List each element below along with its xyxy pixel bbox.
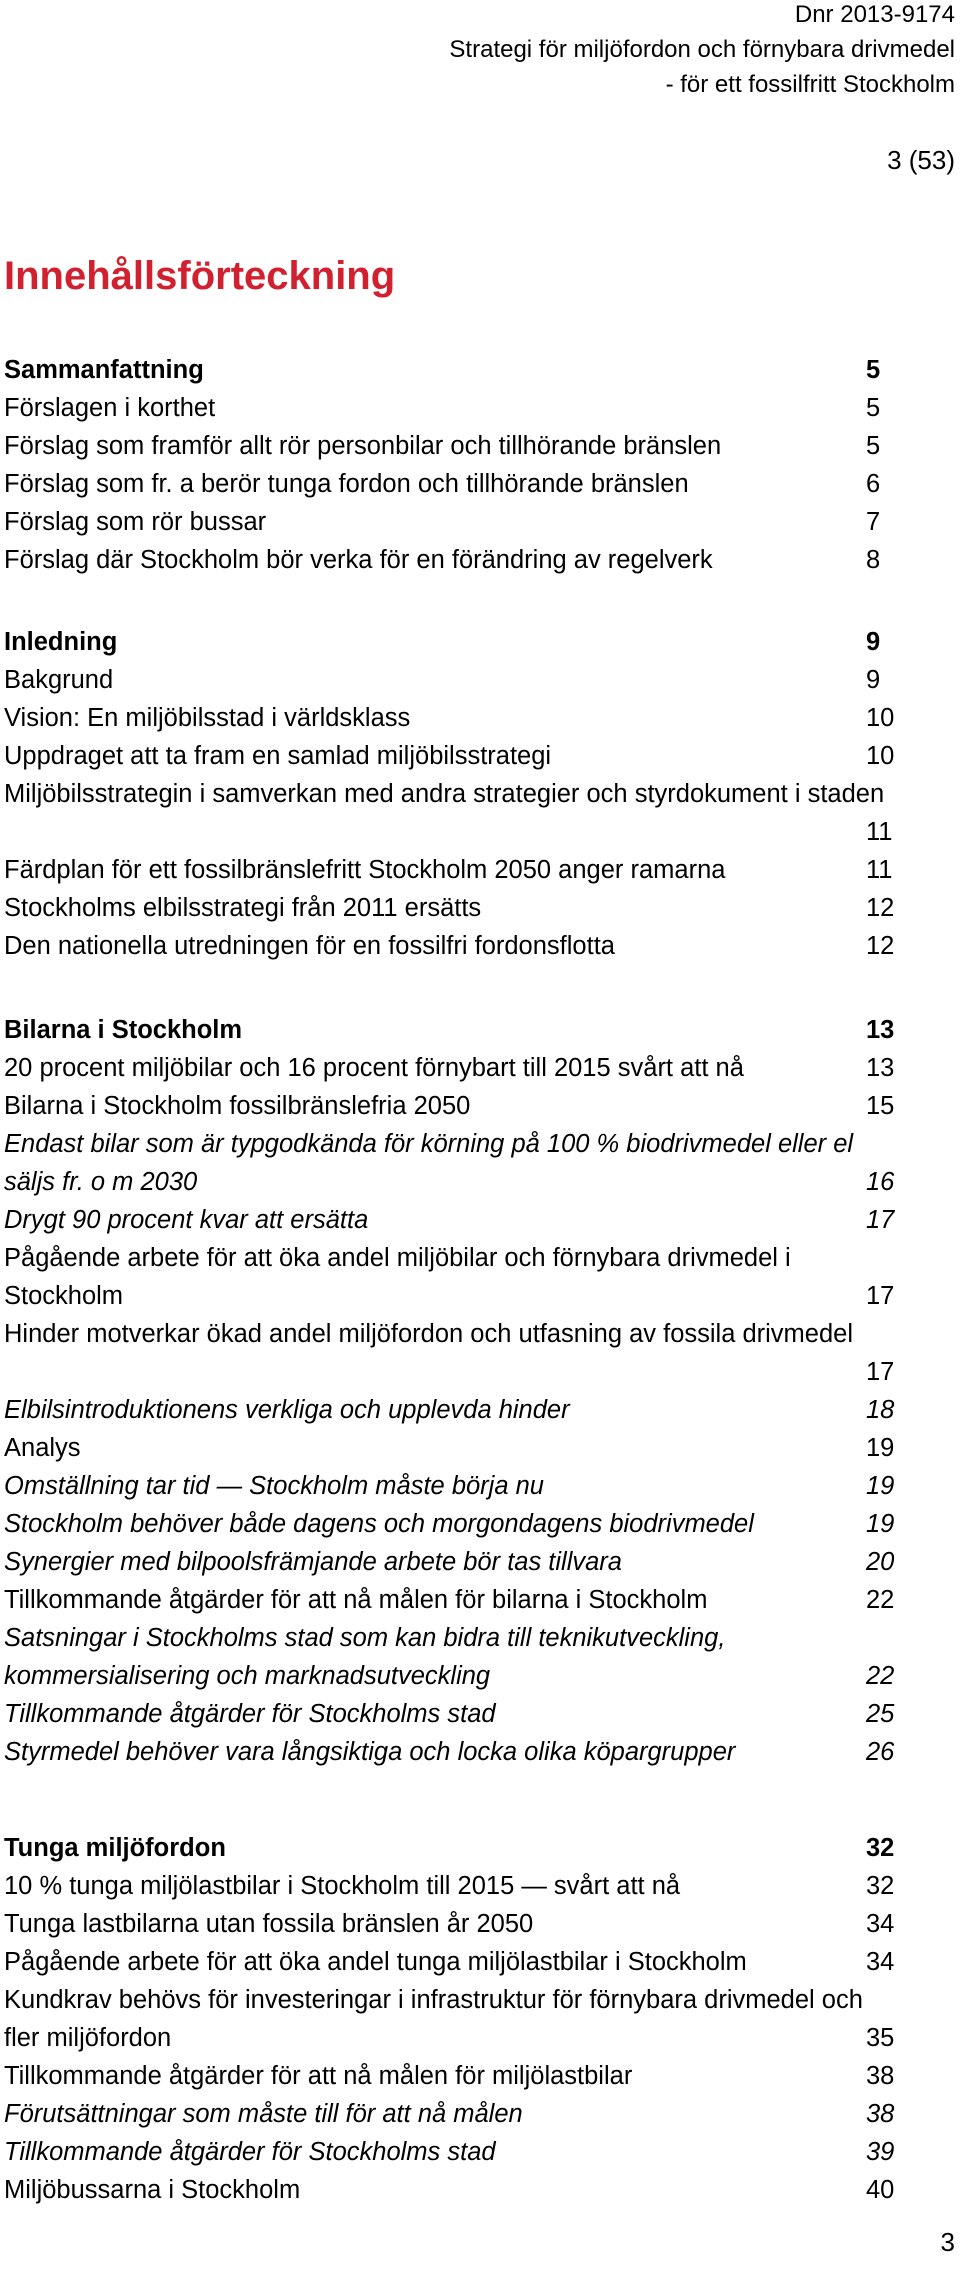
toc-entry-title: Hinder motverkar ökad andel miljöfordon och utfasning av fossila drivmedel bbox=[4, 1320, 854, 1348]
toc-entry-title: Sammanfattning bbox=[4, 356, 204, 384]
toc-entry-page-number: 13 bbox=[866, 1054, 895, 1082]
toc-entry-title: Stockholms elbilsstrategi från 2011 ersätts bbox=[4, 894, 482, 922]
toc-entry-title: Kundkrav behövs för investeringar i infrastruktur för förnybara drivmedel och fler miljöfordon bbox=[4, 1986, 863, 2052]
toc-entry-page-number: 17 bbox=[866, 1282, 895, 1310]
toc-heading: Innehållsförteckning bbox=[4, 254, 396, 298]
toc-entry-page-number: 39 bbox=[866, 2138, 895, 2166]
toc-entry-title: Synergier med bilpoolsfrämjande arbete bör tas tillvara bbox=[4, 1548, 622, 1576]
toc-entry[interactable] bbox=[4, 465, 910, 503]
toc-entry-page-number: 6 bbox=[866, 470, 881, 498]
toc-section-inledning bbox=[4, 623, 910, 965]
toc-entry-title: Omställning tar tid — Stockholm måste börja nu bbox=[4, 1472, 544, 1500]
toc-section-sammanfattning bbox=[4, 351, 910, 579]
toc-entry-title: Satsningar i Stockholms stad som kan bidra till teknikutveckling, kommersialisering och marknadsutveckling bbox=[4, 1624, 726, 1690]
toc-entry[interactable] bbox=[4, 1467, 910, 1505]
toc-entry[interactable] bbox=[4, 2057, 910, 2095]
toc-entry-title: Miljöbussarna i Stockholm bbox=[4, 2176, 301, 2204]
toc-entry-page-number: 5 bbox=[866, 356, 881, 384]
toc-section-tunga-miljofordon bbox=[4, 1829, 910, 2209]
toc-entry-page-number: 13 bbox=[866, 1016, 895, 1044]
toc-entry-page-number: 5 bbox=[866, 432, 881, 460]
toc-entry-page-number: 18 bbox=[866, 1396, 895, 1424]
toc-entry[interactable] bbox=[4, 541, 910, 579]
toc-entry-page-number: 11 bbox=[866, 856, 893, 884]
toc-section-bilarna bbox=[4, 1011, 910, 1771]
toc-heading-entry[interactable] bbox=[4, 351, 910, 389]
toc-entry-page-number: 26 bbox=[866, 1738, 895, 1766]
toc-entry-title: Analys bbox=[4, 1434, 81, 1462]
document-reference: Dnr 2013-9174 bbox=[794, 1, 955, 28]
toc-entry-page-number: 32 bbox=[866, 1872, 895, 1900]
toc-entry-page-number: 10 bbox=[866, 742, 895, 770]
toc-entry-page-number: 9 bbox=[866, 628, 881, 656]
toc-entry-page-number: 19 bbox=[866, 1472, 895, 1500]
toc-entry[interactable] bbox=[4, 1581, 910, 1619]
toc-entry[interactable] bbox=[4, 851, 910, 889]
toc-entry-page-number: 32 bbox=[866, 1834, 895, 1862]
toc-entry-page-number: 35 bbox=[866, 2024, 895, 2052]
toc-entry-title: Bakgrund bbox=[4, 666, 114, 694]
toc-entry-title: Pågående arbete för att öka andel miljöbilar och förnybara drivmedel i Stockholm bbox=[4, 1244, 791, 1310]
toc-entry[interactable] bbox=[4, 1429, 910, 1467]
toc-entry-page-number: 34 bbox=[866, 1910, 895, 1938]
toc-entry-title: Endast bilar som är typgodkända för körning på 100 % biodrivmedel eller el säljs fr. o m 2030 bbox=[4, 1130, 854, 1196]
toc-entry-title: Förslagen i korthet bbox=[4, 394, 216, 422]
toc-entry[interactable] bbox=[4, 1201, 910, 1239]
toc-entry-title: Miljöbilsstrategin i samverkan med andra strategier och styrdokument i staden bbox=[4, 780, 885, 808]
toc-entry-page-number: 16 bbox=[866, 1168, 895, 1196]
toc-entry-page-number: 38 bbox=[866, 2062, 895, 2090]
toc-entry-page-number: 5 bbox=[866, 394, 881, 422]
toc-entry-title: Styrmedel behöver vara långsiktiga och locka olika köpargrupper bbox=[4, 1738, 736, 1766]
toc-entry[interactable] bbox=[4, 775, 910, 851]
toc-entry-title: Förslag som framför allt rör personbilar och tillhörande bränslen bbox=[4, 432, 722, 460]
toc-entry-page-number: 34 bbox=[866, 1948, 895, 1976]
toc-entry-title: Vision: En miljöbilsstad i världsklass bbox=[4, 704, 411, 732]
toc-entry-title: Tunga miljöfordon bbox=[4, 1834, 226, 1862]
toc-entry[interactable] bbox=[4, 1619, 910, 1695]
toc-entry[interactable] bbox=[4, 1867, 910, 1905]
toc-entry-title: Bilarna i Stockholm bbox=[4, 1016, 243, 1044]
toc-entry-title: Elbilsintroduktionens verkliga och upplevda hinder bbox=[4, 1396, 570, 1424]
toc-entry[interactable] bbox=[4, 1315, 910, 1391]
toc-heading-entry[interactable] bbox=[4, 623, 910, 661]
toc-entry[interactable] bbox=[4, 699, 910, 737]
toc-entry-title: Pågående arbete för att öka andel tunga miljölastbilar i Stockholm bbox=[4, 1948, 747, 1976]
toc-entry-page-number: 40 bbox=[866, 2176, 895, 2204]
toc-entry[interactable] bbox=[4, 1391, 910, 1429]
toc-entry-page-number: 19 bbox=[866, 1434, 895, 1462]
toc-entry[interactable] bbox=[4, 737, 910, 775]
toc-entry-page-number: 19 bbox=[866, 1510, 895, 1538]
toc-entry-title: 10 % tunga miljölastbilar i Stockholm till 2015 — svårt att nå bbox=[4, 1872, 681, 1900]
toc-entry[interactable] bbox=[4, 1733, 910, 1771]
toc-entry-title: Färdplan för ett fossilbränslefritt Stockholm 2050 anger ramarna bbox=[4, 856, 726, 884]
toc-heading-entry[interactable] bbox=[4, 1011, 910, 1049]
toc-entry-page-number: 17 bbox=[866, 1206, 895, 1234]
toc-entry[interactable] bbox=[4, 1981, 910, 2057]
toc-entry[interactable] bbox=[4, 2133, 910, 2171]
toc-heading-entry[interactable] bbox=[4, 1829, 910, 1867]
toc-entry-page-number: 20 bbox=[866, 1548, 895, 1576]
toc-entry[interactable] bbox=[4, 1905, 910, 1943]
toc-entry-title: Förslag där Stockholm bör verka för en förändring av regelverk bbox=[4, 546, 713, 574]
toc-entry-title: Bilarna i Stockholm fossilbränslefria 2050 bbox=[4, 1092, 471, 1120]
toc-entry-title: Stockholm behöver både dagens och morgondagens biodrivmedel bbox=[4, 1510, 754, 1538]
toc-entry[interactable] bbox=[4, 503, 910, 541]
toc-entry-title: Tillkommande åtgärder för Stockholms stad bbox=[4, 1700, 496, 1728]
toc-entry-page-number: 38 bbox=[866, 2100, 895, 2128]
toc-entry[interactable] bbox=[4, 1695, 910, 1733]
toc-entry[interactable] bbox=[4, 427, 910, 465]
toc-entry[interactable] bbox=[4, 1239, 910, 1315]
toc-entry-page-number: 22 bbox=[866, 1662, 895, 1690]
toc-entry-title: Förslag som fr. a berör tunga fordon och tillhörande bränslen bbox=[4, 470, 689, 498]
toc-entry[interactable] bbox=[4, 1543, 910, 1581]
toc-entry-title: Tunga lastbilarna utan fossila bränslen år 2050 bbox=[4, 1910, 534, 1938]
toc-entry-page-number: 25 bbox=[866, 1700, 895, 1728]
toc-entry-page-number: 7 bbox=[866, 508, 881, 536]
toc-entry-page-number: 11 bbox=[866, 818, 893, 846]
toc-entry[interactable] bbox=[4, 2095, 910, 2133]
toc-entry-page-number: 12 bbox=[866, 932, 895, 960]
toc-entry-title: Tillkommande åtgärder för Stockholms stad bbox=[4, 2138, 496, 2166]
footer-page-number: 3 bbox=[940, 2227, 955, 2257]
toc-entry-page-number: 17 bbox=[866, 1358, 895, 1386]
document-subtitle: - för ett fossilfritt Stockholm bbox=[665, 71, 955, 98]
toc-entry[interactable] bbox=[4, 1125, 910, 1201]
toc-entry-title: Tillkommande åtgärder för att nå målen för miljölastbilar bbox=[4, 2062, 633, 2090]
page-counter: 3 (53) bbox=[887, 145, 955, 175]
toc-entry[interactable] bbox=[4, 2171, 910, 2209]
toc-entry-title: 20 procent miljöbilar och 16 procent förnybart till 2015 svårt att nå bbox=[4, 1054, 744, 1082]
toc-entry-page-number: 15 bbox=[866, 1092, 895, 1120]
toc-entry[interactable] bbox=[4, 889, 910, 927]
toc-entry[interactable] bbox=[4, 927, 910, 965]
toc-entry-title: Förutsättningar som måste till för att nå målen bbox=[4, 2100, 523, 2128]
toc-entry-page-number: 8 bbox=[866, 546, 881, 574]
toc-entry-page-number: 12 bbox=[866, 894, 895, 922]
toc-entry[interactable] bbox=[4, 661, 910, 699]
document-title: Strategi för miljöfordon och förnybara drivmedel bbox=[449, 36, 955, 63]
toc-entry-page-number: 22 bbox=[866, 1586, 895, 1614]
toc-entry[interactable] bbox=[4, 389, 910, 427]
toc-entry-title: Förslag som rör bussar bbox=[4, 508, 267, 536]
toc-entry[interactable] bbox=[4, 1087, 910, 1125]
toc-entry-title: Uppdraget att ta fram en samlad miljöbilsstrategi bbox=[4, 742, 552, 770]
toc-entry[interactable] bbox=[4, 1943, 910, 1981]
toc-entry-page-number: 10 bbox=[866, 704, 895, 732]
toc-entry-title: Drygt 90 procent kvar att ersätta bbox=[4, 1206, 369, 1234]
toc-entry-title: Inledning bbox=[4, 628, 118, 656]
toc-entry-title: Tillkommande åtgärder för att nå målen för bilarna i Stockholm bbox=[4, 1586, 708, 1614]
toc-entry[interactable] bbox=[4, 1049, 910, 1087]
toc-entry-title: Den nationella utredningen för en fossilfri fordonsflotta bbox=[4, 932, 615, 960]
toc-entry-page-number: 9 bbox=[866, 666, 881, 694]
toc-entry[interactable] bbox=[4, 1505, 910, 1543]
